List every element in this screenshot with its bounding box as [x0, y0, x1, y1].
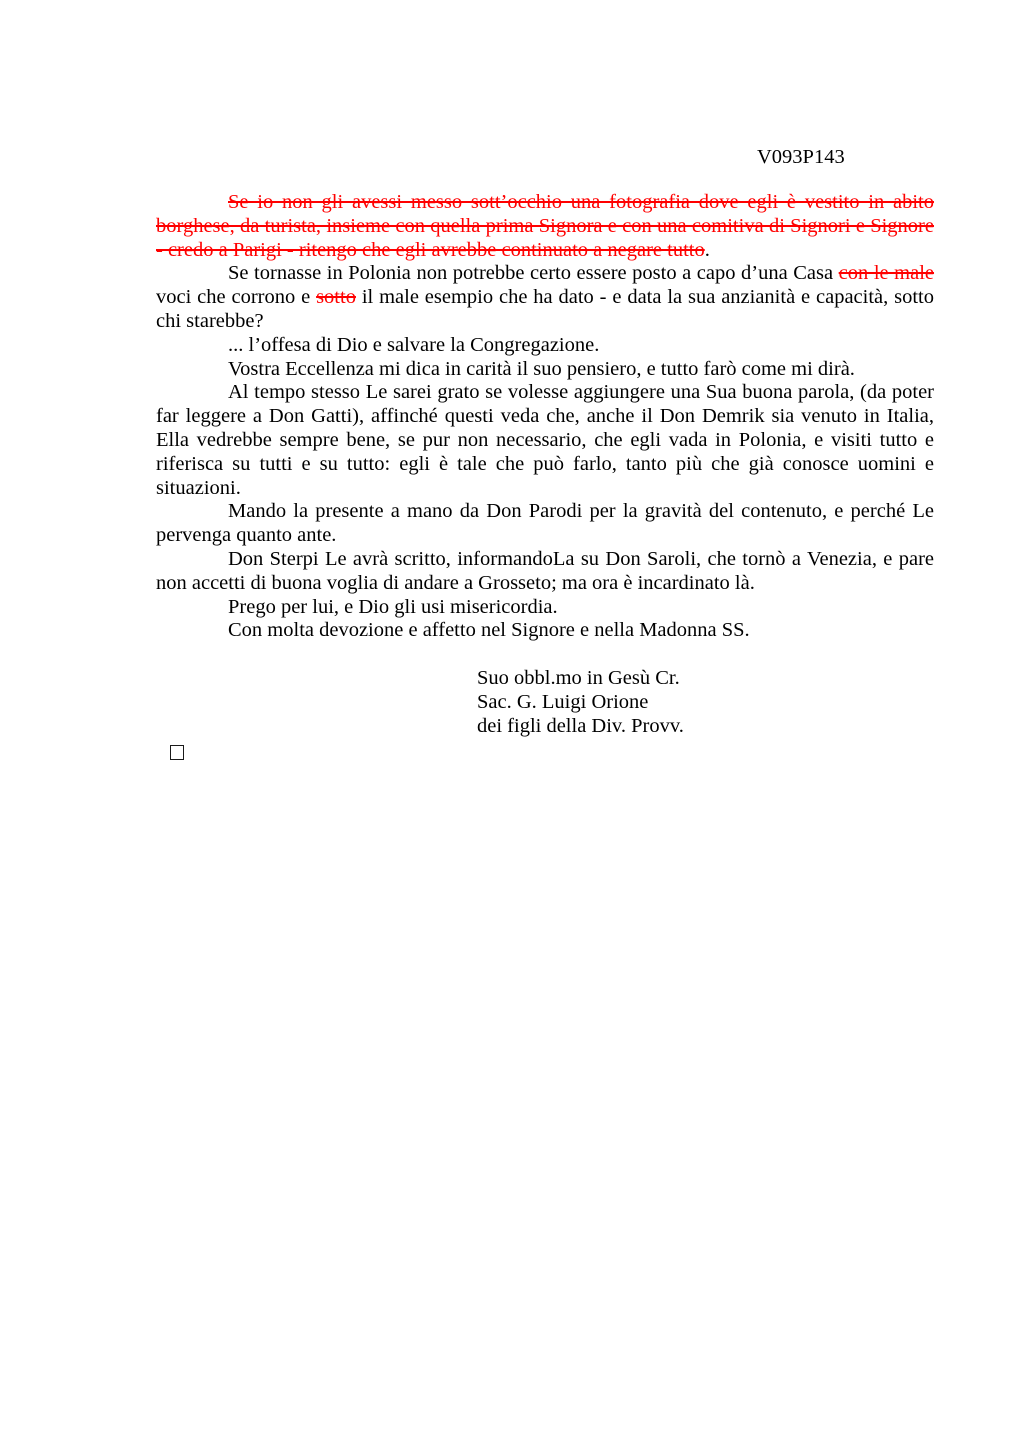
paragraph-prego — [156, 596, 934, 620]
signature-line: dei figli della Div. Provv. — [477, 714, 684, 737]
strikethrough-text: sotto — [316, 286, 356, 309]
paragraph-text: Vostra Eccellenza mi dica in carità il suo pensiero, e tutto farò come mi dirà. — [228, 357, 855, 380]
paragraph-polonia — [156, 262, 934, 333]
paragraph-deleted-opening — [156, 191, 934, 262]
paragraph-text: il male esempio che ha dato - e data la sua anzianità e capacità, sotto chi starebbe? — [156, 286, 935, 332]
signature-line: Suo obbl.mo in Gesù Cr. — [477, 667, 680, 690]
signature-line: Sac. G. Luigi Orione — [477, 690, 649, 713]
paragraph-text: Al tempo stesso Le sarei grato se volesse aggiungere una Sua buona parola, (da poter far leggere a Don Gatti), affinché questi veda che, anche il Don Demrik sia venuto in Italia, Ella vedrebbe sempre bene, se pur non necessario, che egli vada in Polonia, e visiti tutto e riferisca su tutti e su tutto: egli è tale che può farlo, tanto più che già conosce uomini e situazioni. — [156, 381, 934, 499]
paragraph-text: Se tornasse in Polonia non potrebbe certo essere posto a capo d’una Casa — [228, 262, 839, 285]
paragraph-text: Prego per lui, e Dio gli usi misericordia. — [228, 595, 558, 618]
paragraph-don-sterpi — [156, 548, 934, 596]
paragraph-mando-la-presente — [156, 500, 934, 548]
signature-block — [477, 667, 934, 738]
empty-square-icon — [170, 745, 184, 760]
page-code: V093P143 — [757, 146, 845, 168]
footer-row — [156, 741, 934, 765]
paragraph-eccellenza — [156, 358, 934, 382]
strikethrough-text: Se io non gli avessi messo sott’occhio una fotografia dove egli è vestito in abito borghese, da turista, insieme con quella prima Signora e con una comitiva di Signori e Signore - credo a Parigi - ritengo che egli avrebbe continuato a negare tutto — [156, 191, 934, 261]
paragraph-devozione — [156, 619, 934, 643]
paragraph-text: Don Sterpi Le avrà scritto, informandoLa su Don Saroli, che tornò a Venezia, e pare non accetti di buona voglia di andare a Grosseto; ma ora è incardinato là. — [156, 547, 934, 594]
letter-body — [156, 191, 934, 764]
strikethrough-text: con le male — [838, 262, 935, 285]
paragraph-text: Con molta devozione e affetto nel Signore e nella Madonna SS. — [228, 619, 750, 642]
paragraph-al-tempo-stesso — [156, 381, 934, 500]
paragraph-text: . — [704, 238, 710, 261]
paragraph-text: voci che corrono e — [156, 286, 317, 309]
paragraph-text: ... l’offesa di Dio e salvare la Congregazione. — [228, 333, 600, 356]
paragraph-offesa — [156, 334, 934, 358]
paragraph-text: Mando la presente a mano da Don Parodi per la gravità del contenuto, e perché Le pervenga quanto ante. — [156, 500, 934, 547]
